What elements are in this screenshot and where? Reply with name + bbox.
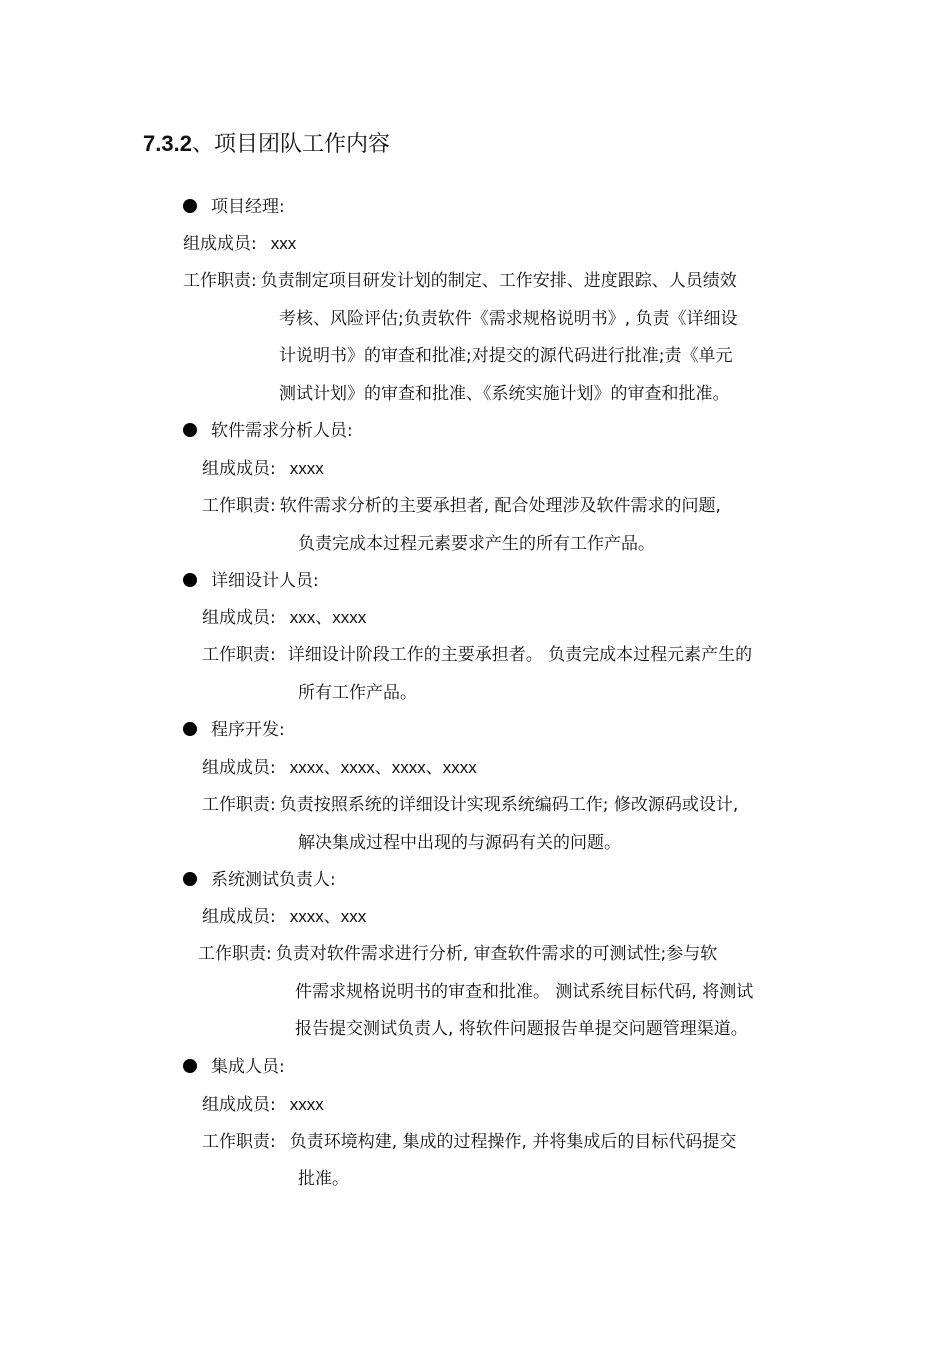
members-label: 组成成员: — [202, 758, 276, 778]
role-name: 系统测试负责人: — [211, 870, 336, 890]
duties-label: 工作职责: — [202, 645, 276, 665]
bullet-icon — [183, 573, 197, 587]
duties-line: 负责环境构建, 集成的过程操作, 并将集成后的目标代码提交 — [289, 1132, 737, 1152]
duties-line: 件需求规格说明书的审查和批准。 测试系统目标代码, 将测试 — [295, 982, 754, 1002]
bullet-icon — [183, 1059, 197, 1073]
duties-line: 解决集成过程中出现的与源码有关的问题。 — [298, 833, 621, 853]
duties-line: 负责按照系统的详细设计实现系统编码工作; 修改源码或设计, — [279, 795, 739, 815]
role-heading — [183, 569, 319, 593]
section-heading — [143, 128, 390, 161]
members-row — [202, 905, 366, 929]
duties-line: 考核、风险评估;负责软件《需求规格说明书》, 负责《详细设 — [279, 309, 738, 329]
members-value: xxxx、xxx — [289, 907, 367, 926]
duties-label: 工作职责: — [202, 1132, 276, 1152]
bullet-icon — [183, 872, 197, 886]
role-heading — [183, 419, 353, 443]
bullet-icon — [183, 199, 197, 213]
members-label: 组成成员: — [202, 1095, 276, 1115]
members-label: 组成成员: — [202, 608, 276, 628]
members-label: 组成成员: — [202, 907, 276, 927]
role-name: 项目经理: — [211, 197, 285, 217]
members-value: xxxx、xxxx、xxxx、xxxx — [289, 758, 477, 777]
duties-label: 工作职责: — [202, 795, 276, 815]
duties-line: 测试计划》的审查和批准、《系统实施计划》的审查和批准。 — [279, 384, 730, 404]
members-row — [202, 1093, 324, 1117]
members-row — [202, 606, 366, 630]
members-label: 组成成员: — [202, 459, 276, 479]
duties-row — [202, 793, 738, 817]
duties-row — [202, 643, 752, 667]
duties-row — [202, 494, 721, 518]
bullet-icon — [183, 423, 197, 437]
members-row — [202, 457, 324, 481]
role-heading — [183, 868, 336, 892]
duties-row — [202, 1130, 736, 1154]
duties-line: 详细设计阶段工作的主要承担者。 负责完成本过程元素产生的 — [287, 645, 753, 665]
role-name: 集成人员: — [211, 1057, 285, 1077]
duties-line: 负责完成本过程元素要求产生的所有工作产品。 — [298, 534, 655, 554]
members-value: xxx — [270, 234, 297, 253]
role-name: 软件需求分析人员: — [211, 421, 353, 441]
duties-row — [198, 942, 717, 966]
role-heading — [183, 718, 285, 742]
role-name: 程序开发: — [211, 720, 285, 740]
duties-label: 工作职责: — [198, 944, 272, 964]
role-heading — [183, 1055, 285, 1079]
section-number: 7.3.2 — [143, 131, 192, 156]
duties-line: 负责对软件需求进行分析, 审查软件需求的可测试性;参与软 — [275, 944, 718, 964]
members-row — [202, 756, 477, 780]
duties-line: 负责制定项目研发计划的制定、工作安排、进度跟踪、人员绩效 — [260, 271, 737, 291]
section-title: 、项目团队工作内容 — [191, 132, 390, 157]
role-heading — [183, 195, 285, 219]
members-value: xxxx — [289, 1095, 324, 1114]
duties-line: 计说明书》的审查和批准;对提交的源代码进行批准;责《单元 — [279, 346, 733, 366]
members-row — [183, 232, 296, 256]
role-name: 详细设计人员: — [211, 571, 319, 591]
members-value: xxx、xxxx — [289, 608, 367, 627]
duties-row — [183, 269, 737, 293]
duties-line: 所有工作产品。 — [298, 683, 417, 703]
bullet-icon — [183, 722, 197, 736]
duties-line: 软件需求分析的主要承担者, 配合处理涉及软件需求的问题, — [279, 496, 721, 516]
duties-label: 工作职责: — [202, 496, 276, 516]
duties-label: 工作职责: — [183, 271, 257, 291]
members-value: xxxx — [289, 459, 324, 478]
duties-line: 批准。 — [298, 1169, 349, 1189]
duties-line: 报告提交测试负责人, 将软件问题报告单提交问题管理渠道。 — [295, 1019, 748, 1039]
members-label: 组成成员: — [183, 234, 257, 254]
